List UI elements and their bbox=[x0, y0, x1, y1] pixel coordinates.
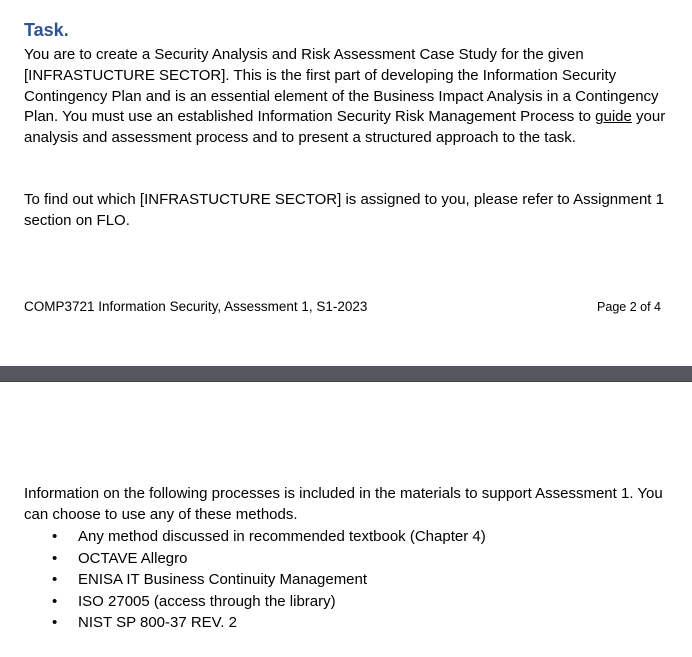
method-label: ENISA IT Business Continuity Management bbox=[78, 571, 368, 588]
list-item bbox=[0, 548, 486, 570]
bullet-icon: • bbox=[52, 528, 58, 545]
method-label: Any method discussed in recommended textbook (Chapter 4) bbox=[78, 528, 486, 545]
page-footer-course: COMP3721 Information Security, Assessment 1, S1-2023 bbox=[24, 299, 368, 314]
task-paragraph-text-2: your analysis and assessment process and to present a structured approach to the task. bbox=[24, 108, 666, 147]
task-heading: Task. bbox=[24, 20, 69, 40]
guide-underlined-word: guide bbox=[595, 108, 632, 126]
method-label: OCTAVE Allegro bbox=[78, 549, 188, 567]
bullet-icon: • bbox=[52, 549, 58, 567]
bullet-icon: • bbox=[52, 571, 58, 588]
list-item bbox=[0, 591, 486, 613]
method-label: ISO 27005 (access through the library) bbox=[78, 592, 336, 610]
list-item bbox=[0, 612, 486, 634]
task-paragraph bbox=[24, 45, 674, 149]
list-item bbox=[0, 526, 486, 548]
page-separator bbox=[0, 366, 692, 382]
task-paragraph-text-1: You are to create a Security Analysis and Risk Assessment Case Study for the given [INFRASTUCTURE SECTOR]. This is the first part of developing the Information Security Contingency Plan and is an essential element of the Business Impact Analysis in a Contingency Plan. You must use an established Information Security Risk Management Process to bbox=[24, 46, 659, 126]
methods-list bbox=[0, 526, 486, 634]
document-page-3 bbox=[0, 382, 692, 657]
bullet-icon: • bbox=[52, 614, 58, 631]
bullet-icon: • bbox=[52, 592, 58, 610]
page-number: Page 2 of 4 bbox=[597, 300, 661, 314]
method-label: NIST SP 800-37 REV. 2 bbox=[78, 614, 237, 631]
methods-intro-paragraph: Information on the following processes is included in the materials to support Assessment 1. You can choose to use any of these methods. bbox=[24, 485, 663, 523]
list-item bbox=[0, 569, 486, 591]
sector-assignment-paragraph: To find out which [INFRASTUCTURE SECTOR] is assigned to you, please refer to Assignment 1 section on FLO. bbox=[24, 191, 664, 229]
